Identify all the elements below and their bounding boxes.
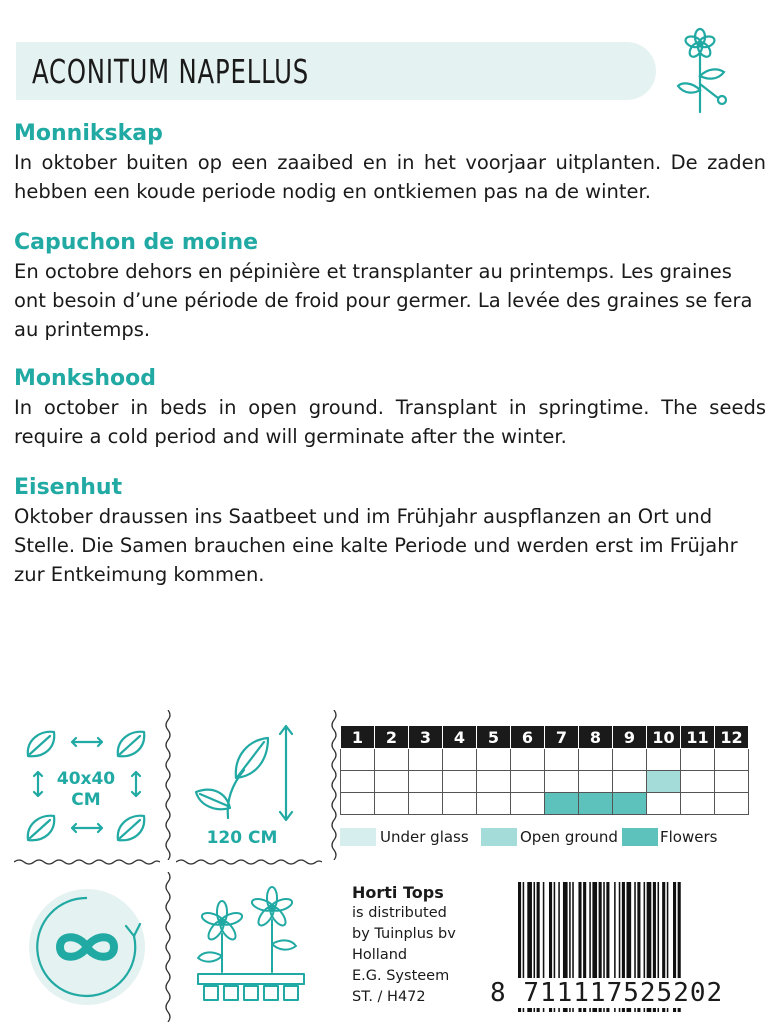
calendar-month: 8 bbox=[579, 726, 613, 749]
flower-icon bbox=[198, 901, 244, 972]
legend-swatch-open-ground bbox=[481, 828, 517, 846]
calendar-cell-under-glass bbox=[715, 749, 749, 771]
separator bbox=[14, 858, 160, 866]
distributor-line: by Tuinplus bv bbox=[352, 926, 456, 942]
calendar-month: 4 bbox=[443, 726, 477, 749]
separator bbox=[164, 872, 172, 1022]
calendar-cell-under-glass bbox=[647, 749, 681, 771]
calendar-cell-open-ground bbox=[341, 771, 375, 793]
calendar-cell-under-glass bbox=[545, 749, 579, 771]
section-english bbox=[14, 365, 766, 451]
section-text: In oktober buiten op een zaaibed en in het voorjaar uitplanten. De zaden hebben een koude periode nodig en ontkiemen pas na de winter. bbox=[14, 151, 766, 203]
calendar-month: 3 bbox=[409, 726, 443, 749]
calendar-cell-under-glass bbox=[477, 749, 511, 771]
section-heading: Monkshood bbox=[14, 366, 157, 391]
legend-label-under-glass: Under glass bbox=[380, 828, 469, 846]
distributor-info bbox=[352, 882, 456, 1008]
calendar-cell-flowers bbox=[409, 793, 443, 815]
leaf-icon bbox=[28, 816, 54, 841]
seedling-icon bbox=[196, 738, 268, 818]
flower-logo-icon bbox=[672, 24, 736, 116]
calendar-cell-under-glass bbox=[613, 749, 647, 771]
section-heading: Capuchon de moine bbox=[14, 230, 259, 255]
calendar-month: 2 bbox=[375, 726, 409, 749]
barcode-digit-first: 8 bbox=[490, 978, 507, 1008]
brand-name: Horti Tops bbox=[352, 883, 444, 902]
section-text: En octobre dehors en pépinière et transplanter au printemps. Les graines ont besoin d’une période de froid pour germer. La levée des graines se fera au printemps. bbox=[14, 260, 753, 341]
calendar-cell-open-ground bbox=[545, 771, 579, 793]
calendar-month: 11 bbox=[681, 726, 715, 749]
barcode-number bbox=[490, 978, 723, 1008]
calendar-cell-flowers bbox=[647, 793, 681, 815]
calendar-cell-under-glass bbox=[375, 749, 409, 771]
section-heading: Eisenhut bbox=[14, 475, 123, 500]
section-text: Oktober draussen ins Saatbeet und im Frühjahr auspflanzen an Ort und Stelle. Die Samen brauchen eine kalte Periode und werden erst im Früjahr zur Entkeimung kommen. bbox=[14, 505, 738, 586]
distributor-line: is distributed bbox=[352, 905, 447, 921]
legend-swatch-under-glass bbox=[340, 828, 376, 846]
calendar-cell-flowers bbox=[341, 793, 375, 815]
calendar-cell-open-ground bbox=[715, 771, 749, 793]
calendar-cell-under-glass bbox=[341, 749, 375, 771]
height-diagram bbox=[186, 718, 316, 853]
calendar-cell-open-ground bbox=[477, 771, 511, 793]
section-dutch bbox=[14, 120, 766, 206]
calendar-cell-open-ground bbox=[579, 771, 613, 793]
section-text: In october in beds in open ground. Transplant in springtime. The seeds require a cold period and will germinate after the winter. bbox=[14, 396, 766, 448]
section-heading: Monnikskap bbox=[14, 121, 163, 146]
legend-swatch-flowers bbox=[622, 828, 658, 846]
calendar-cell-open-ground bbox=[511, 771, 545, 793]
calendar-month: 9 bbox=[613, 726, 647, 749]
calendar-month: 7 bbox=[545, 726, 579, 749]
distributor-line: Holland bbox=[352, 947, 408, 963]
calendar-cell-under-glass bbox=[511, 749, 545, 771]
calendar-month: 6 bbox=[511, 726, 545, 749]
spacing-line1: 40x40 bbox=[56, 769, 116, 789]
spacing-diagram bbox=[18, 718, 158, 848]
plant-title: ACONITUM NAPELLUS bbox=[32, 52, 310, 91]
calendar-cell-open-ground bbox=[375, 771, 409, 793]
separator bbox=[330, 710, 338, 860]
calendar-cell-open-ground bbox=[647, 771, 681, 793]
calendar-cell-under-glass bbox=[579, 749, 613, 771]
infinity-icon bbox=[24, 884, 150, 1010]
calendar-cell-flowers bbox=[443, 793, 477, 815]
calendar-cell-flowers bbox=[579, 793, 613, 815]
calendar-month: 12 bbox=[715, 726, 749, 749]
calendar-cell-under-glass bbox=[409, 749, 443, 771]
separator bbox=[176, 858, 322, 866]
separator bbox=[164, 710, 172, 860]
calendar-cell-open-ground bbox=[613, 771, 647, 793]
distributor-line: E.G. Systeem bbox=[352, 968, 450, 984]
calendar-cell-open-ground bbox=[443, 771, 477, 793]
calendar-cell-flowers bbox=[715, 793, 749, 815]
calendar-month: 5 bbox=[477, 726, 511, 749]
section-german bbox=[14, 474, 766, 589]
calendar-cell-flowers bbox=[375, 793, 409, 815]
calendar-cell-open-ground bbox=[681, 771, 715, 793]
spacing-line2: CM bbox=[71, 790, 101, 810]
barcode-group-2: 525202 bbox=[623, 978, 724, 1008]
calendar-cell-flowers bbox=[477, 793, 511, 815]
calendar-cell-open-ground bbox=[409, 771, 443, 793]
calendar-cell-under-glass bbox=[681, 749, 715, 771]
section-french bbox=[14, 229, 766, 344]
calendar-cell-under-glass bbox=[443, 749, 477, 771]
sowing-calendar bbox=[340, 725, 749, 815]
flower-icon bbox=[250, 887, 296, 972]
seed-tray-icon bbox=[180, 880, 320, 1010]
calendar-cell-flowers bbox=[681, 793, 715, 815]
distributor-line: ST. / H472 bbox=[352, 989, 426, 1005]
calendar-cell-flowers bbox=[511, 793, 545, 815]
leaf-icon bbox=[28, 732, 54, 757]
calendar-month: 10 bbox=[647, 726, 681, 749]
height-label: 120 CM bbox=[206, 828, 278, 848]
calendar-cell-flowers bbox=[545, 793, 579, 815]
leaf-icon bbox=[118, 732, 144, 757]
leaf-icon bbox=[118, 816, 144, 841]
calendar-month: 1 bbox=[341, 726, 375, 749]
legend-label-open-ground: Open ground bbox=[520, 828, 618, 846]
legend-label-flowers: Flowers bbox=[660, 828, 718, 846]
barcode-group-1: 711117 bbox=[523, 978, 624, 1008]
calendar-cell-flowers bbox=[613, 793, 647, 815]
